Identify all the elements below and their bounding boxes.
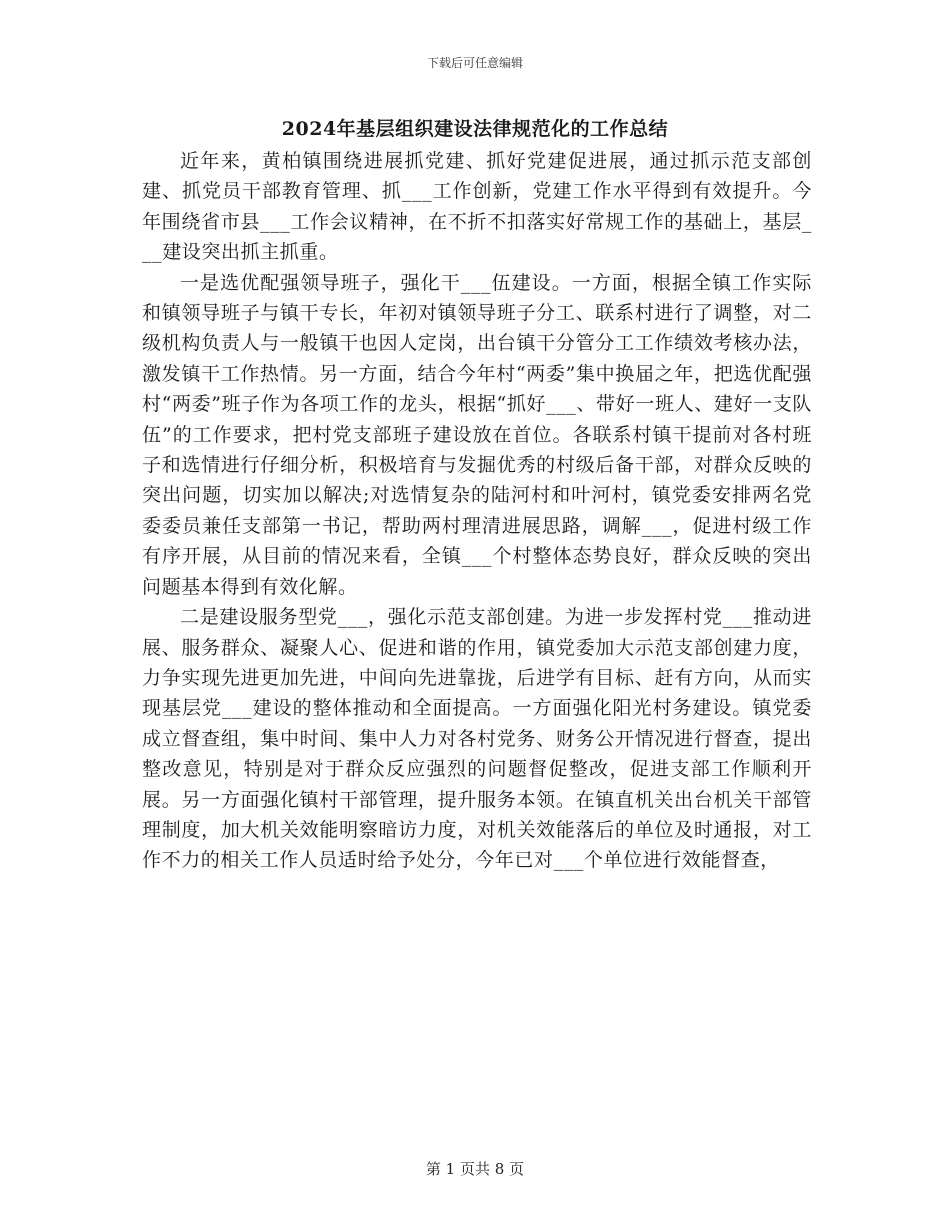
paragraph-service: 二是建设服务型党___，强化示范支部创建。为进一步发挥村党___推动进展、服务群众、凝聚人心、促进和谐的作用，镇党委加大示范支部创建力度，力争实现先进更加先进，中间向先进靠拢，后进学有目标、赶有方向，从而实现基层党___建设的整体推动和全面提高。一方面强化阳光村务建设。镇党委成立督查组，集中时间、集中人力对各村党务、财务公开情况进行督查，提出整改意见，特别是对于群众反应强烈的问题督促整改，促进支部工作顺利开展。另一方面强化镇村干部管理，提升服务本领。在镇直机关出台机关干部管理制度，加大机关效能明察暗访力度，对机关效能落后的单位及时通报，对工作不力的相关工作人员适时给予处分，今年已对___个单位进行效能督查， — [142, 606, 812, 872]
paragraph-intro: 近年来，黄柏镇围绕进展抓党建、抓好党建促进展，通过抓示范支部创建、抓党员干部教育管理、抓___工作创新，党建工作水平得到有效提升。今年围绕省市县___工作会议精神，在不折不扣落实好常规工作的基础上，基层___建设突出抓主抓重。 — [142, 150, 812, 264]
paragraph-leadership: 一是选优配强领导班子，强化干___伍建设。一方面，根据全镇工作实际和镇领导班子与镇干专长，年初对镇领导班子分工、联系村进行了调整，对二级机构负责人与一般镇干也因人定岗，出台镇干分管分工工作绩效考核办法，激发镇干工作热情。另一方面，结合今年村“两委”集中换届之年，把选优配强村“两委”班子作为各项工作的龙头，根据“抓好___、带好一班人、建好一支队伍”的工作要求，把村党支部班子建设放在首位。各联系村镇干提前对各村班子和选情进行仔细分析，积极培育与发掘优秀的村级后备干部，对群众反映的突出问题，切实加以解决;对选情复杂的陆河村和叶河村，镇党委安排两名党委委员兼任支部第一书记，帮助两村理清进展思路，调解___，促进村级工作有序开展，从目前的情况来看，全镇___个村整体态势良好，群众反映的突出问题基本得到有效化解。 — [142, 271, 812, 598]
document-title: 2024年基层组织建设法律规范化的工作总结 — [281, 118, 669, 140]
document-body — [142, 146, 812, 876]
header-note: 下载后可任意编辑 — [426, 56, 523, 70]
page-number: 第 1 页共 8 页 — [425, 1160, 525, 1178]
